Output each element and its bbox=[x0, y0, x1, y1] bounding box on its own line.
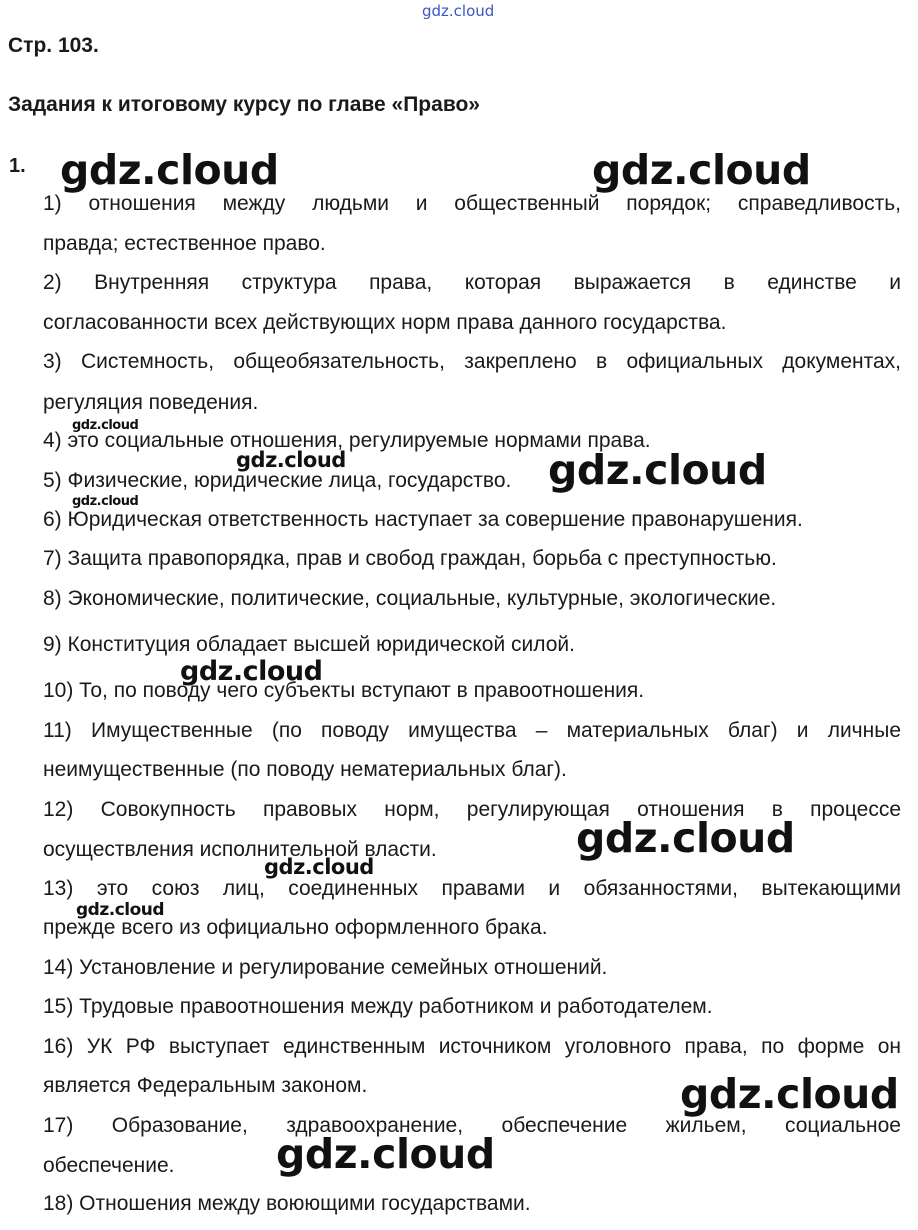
answer-line: 1) отношения между людьми и общественный порядок; справедливость, bbox=[43, 192, 901, 215]
watermark: gdz.cloud bbox=[72, 494, 139, 509]
answer-line: 7) Защита правопорядка, прав и свобод граждан, борьба с преступностью. bbox=[43, 547, 777, 570]
answer-line: 9) Конституция обладает высшей юридической силой. bbox=[43, 633, 575, 656]
answer-line: 4) это социальные отношения, регулируемые нормами права. bbox=[43, 429, 651, 452]
watermark-top: gdz.cloud bbox=[422, 2, 495, 20]
watermark: gdz.cloud bbox=[276, 1130, 495, 1178]
answer-line: 8) Экономические, политические, социальные, культурные, экологические. bbox=[43, 587, 777, 610]
answer-line: согласованности всех действующих норм права данного государства. bbox=[43, 311, 727, 334]
watermark: gdz.cloud bbox=[76, 900, 165, 920]
watermark: gdz.cloud bbox=[264, 855, 374, 879]
watermark: gdz.cloud bbox=[592, 146, 811, 194]
answer-line: 13) это союз лиц, соединенных правами и обязанностями, вытекающими bbox=[43, 877, 901, 900]
answer-line: 17) Образование, здравоохранение, обеспечение жильем, социальное bbox=[43, 1114, 901, 1137]
answer-line: является Федеральным законом. bbox=[43, 1074, 368, 1097]
answer-line: осуществления исполнительной власти. bbox=[43, 838, 437, 861]
answer-line: прежде всего из официально оформленного брака. bbox=[43, 916, 548, 939]
watermark: gdz.cloud bbox=[180, 656, 323, 687]
answer-line: 10) То, по поводу чего субъекты вступают в правоотношения. bbox=[43, 679, 645, 702]
answer-line: 12) Совокупность правовых норм, регулирующая отношения в процессе bbox=[43, 798, 901, 821]
watermark: gdz.cloud bbox=[236, 448, 346, 472]
answer-line: 18) Отношения между воюющими государствами. bbox=[43, 1192, 531, 1215]
watermark: gdz.cloud bbox=[72, 418, 139, 433]
answer-line: регуляция поведения. bbox=[43, 391, 259, 414]
watermark: gdz.cloud bbox=[548, 446, 767, 494]
task-number: 1. bbox=[9, 155, 26, 177]
answer-line: 6) Юридическая ответственность наступает за совершение правонарушения. bbox=[43, 508, 803, 531]
answer-line: 5) Физические, юридические лица, государство. bbox=[43, 469, 512, 492]
page-number: Стр. 103. bbox=[8, 34, 99, 57]
answer-line: 14) Установление и регулирование семейных отношений. bbox=[43, 956, 608, 979]
answer-line: 15) Трудовые правоотношения между работником и работодателем. bbox=[43, 995, 713, 1018]
watermark: gdz.cloud bbox=[680, 1070, 899, 1118]
watermark: gdz.cloud bbox=[60, 146, 279, 194]
watermark: gdz.cloud bbox=[576, 814, 795, 862]
section-heading: Задания к итоговому курсу по главе «Право» bbox=[8, 93, 480, 116]
answer-line: 3) Системность, общеобязательность, закреплено в официальных документах, bbox=[43, 350, 901, 373]
answer-line: правда; естественное право. bbox=[43, 232, 326, 255]
answer-line: 16) УК РФ выступает единственным источником уголовного права, по форме он bbox=[43, 1035, 901, 1058]
answer-line: 11) Имущественные (по поводу имущества – материальных благ) и личные bbox=[43, 719, 901, 742]
answer-line: неимущественные (по поводу нематериальных благ). bbox=[43, 758, 567, 781]
answer-line: 2) Внутренняя структура права, которая выражается в единстве и bbox=[43, 271, 901, 294]
answer-line: обеспечение. bbox=[43, 1154, 175, 1177]
